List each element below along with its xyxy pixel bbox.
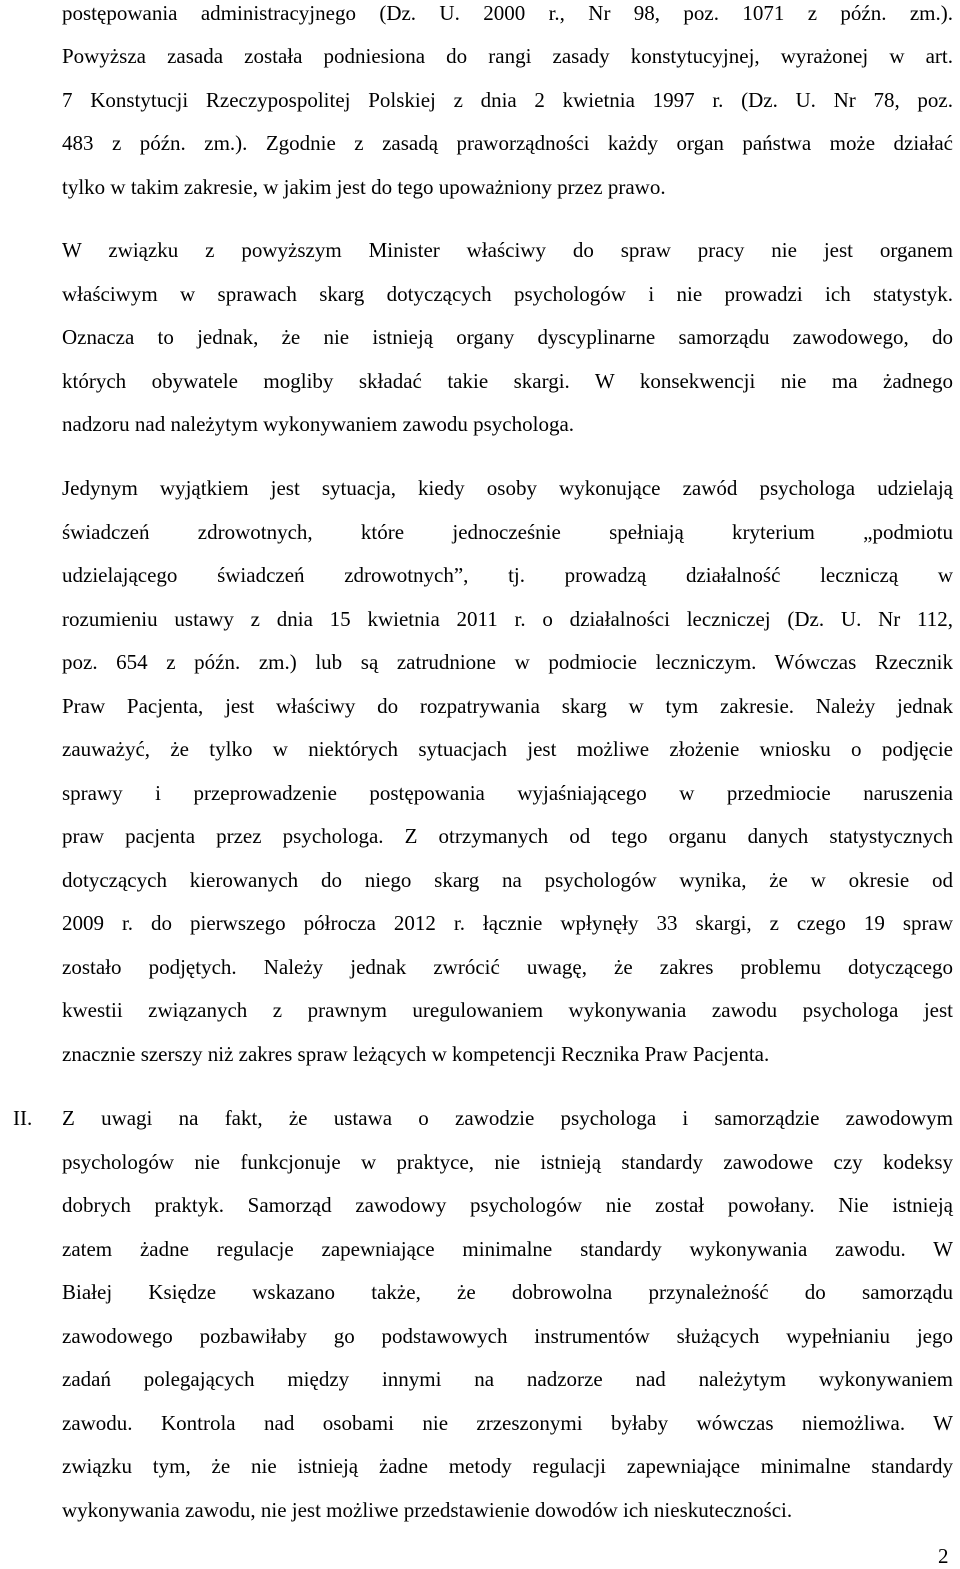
text-line: wykonywania zawodu, nie jest możliwe przedstawienie dowodów ich nieskuteczności. xyxy=(62,1498,793,1522)
text-line: zadań polegających między innymi na nadzorze nad należytym wykonywaniem xyxy=(62,1367,953,1391)
text-line: dobrych praktyk. Samorząd zawodowy psychologów nie został powołany. Nie istnieją xyxy=(62,1193,953,1217)
text-line: sprawy i przeprowadzenie postępowania wyjaśniającego w przedmiocie naruszenia xyxy=(62,781,953,805)
text-line: 2009 r. do pierwszego półrocza 2012 r. łącznie wpłynęły 33 skargi, z czego 19 spraw xyxy=(62,911,953,935)
text-line: związku tym, że nie istnieją żadne metody regulacji zapewniające minimalne standardy xyxy=(62,1454,953,1478)
text-line: Jedynym wyjątkiem jest sytuacja, kiedy osoby wykonujące zawód psychologa udzielają xyxy=(62,476,953,500)
text-line: zostało podjętych. Należy jednak zwrócić uwagę, że zakres problemu dotyczącego xyxy=(62,955,953,979)
text-line: Powyższa zasada została podniesiona do rangi zasady konstytucyjnej, wyrażonej w art. xyxy=(62,44,953,68)
text-line: których obywatele mogliby składać takie skargi. W konsekwencji nie ma żadnego xyxy=(62,369,953,393)
text-line: kwestii związanych z prawnym uregulowaniem wykonywania zawodu psychologa jest xyxy=(62,998,953,1022)
text-line: Praw Pacjenta, jest właściwy do rozpatrywania skarg w tym zakresie. Należy jednak xyxy=(62,694,953,718)
text-line: zawodu. Kontrola nad osobami nie zrzeszonymi byłaby wówczas niemożliwa. W xyxy=(62,1411,953,1435)
text-line: nadzoru nad należytym wykonywaniem zawodu psychologa. xyxy=(62,412,575,436)
text-line: świadczeń zdrowotnych, które jednocześnie spełniają kryterium „podmiotu xyxy=(62,520,953,544)
text-line: dotyczących kierowanych do niego skarg na psychologów wynika, że w okresie od xyxy=(62,868,953,892)
text-line: tylko w takim zakresie, w jakim jest do tego upoważniony przez prawo. xyxy=(62,175,666,199)
text-line: zatem żadne regulacje zapewniające minimalne standardy wykonywania zawodu. W xyxy=(62,1237,953,1261)
text-line: zauważyć, że tylko w niektórych sytuacjach jest możliwe złożenie wniosku o podjęcie xyxy=(62,737,953,761)
text-line: udzielającego świadczeń zdrowotnych”, tj. prowadzą działalność leczniczą w xyxy=(62,563,953,587)
text-line: 483 z późn. zm.). Zgodnie z zasadą praworządności każdy organ państwa może działać xyxy=(62,131,953,155)
text-line: W związku z powyższym Minister właściwy do spraw pracy nie jest organem xyxy=(62,238,953,262)
text-line: Białej Księdze wskazano także, że dobrowolna przynależność do samorządu xyxy=(62,1280,953,1304)
list-number: II. xyxy=(13,1106,33,1130)
text-line: zawodowego pozbawiłaby go podstawowych instrumentów służących wypełnianiu jego xyxy=(62,1324,953,1348)
text-line: właściwym w sprawach skarg dotyczących psychologów i nie prowadzi ich statystyk. xyxy=(62,282,953,306)
text-line: znacznie szerszy niż zakres spraw leżących w kompetencji Recznika Praw Pacjenta. xyxy=(62,1042,770,1066)
text-line: praw pacjenta przez psychologa. Z otrzymanych od tego organu danych statystycznych xyxy=(62,824,953,848)
text-line: psychologów nie funkcjonuje w praktyce, nie istnieją standardy zawodowe czy kodeksy xyxy=(62,1150,953,1174)
text-line: Oznacza to jednak, że nie istnieją organy dyscyplinarne samorządu zawodowego, do xyxy=(62,325,953,349)
text-line: postępowania administracyjnego (Dz. U. 2000 r., Nr 98, poz. 1071 z późn. zm.). xyxy=(62,1,953,25)
text-line: Z uwagi na fakt, że ustawa o zawodzie psychologa i samorządzie zawodowym xyxy=(62,1106,953,1130)
page-number: 2 xyxy=(938,1544,949,1568)
text-line: poz. 654 z późn. zm.) lub są zatrudnione w podmiocie leczniczym. Wówczas Rzecznik xyxy=(62,650,953,674)
text-line: 7 Konstytucji Rzeczypospolitej Polskiej z dnia 2 kwietnia 1997 r. (Dz. U. Nr 78, poz. xyxy=(62,88,953,112)
text-line: rozumieniu ustawy z dnia 15 kwietnia 2011 r. o działalności leczniczej (Dz. U. Nr 112, xyxy=(62,607,953,631)
